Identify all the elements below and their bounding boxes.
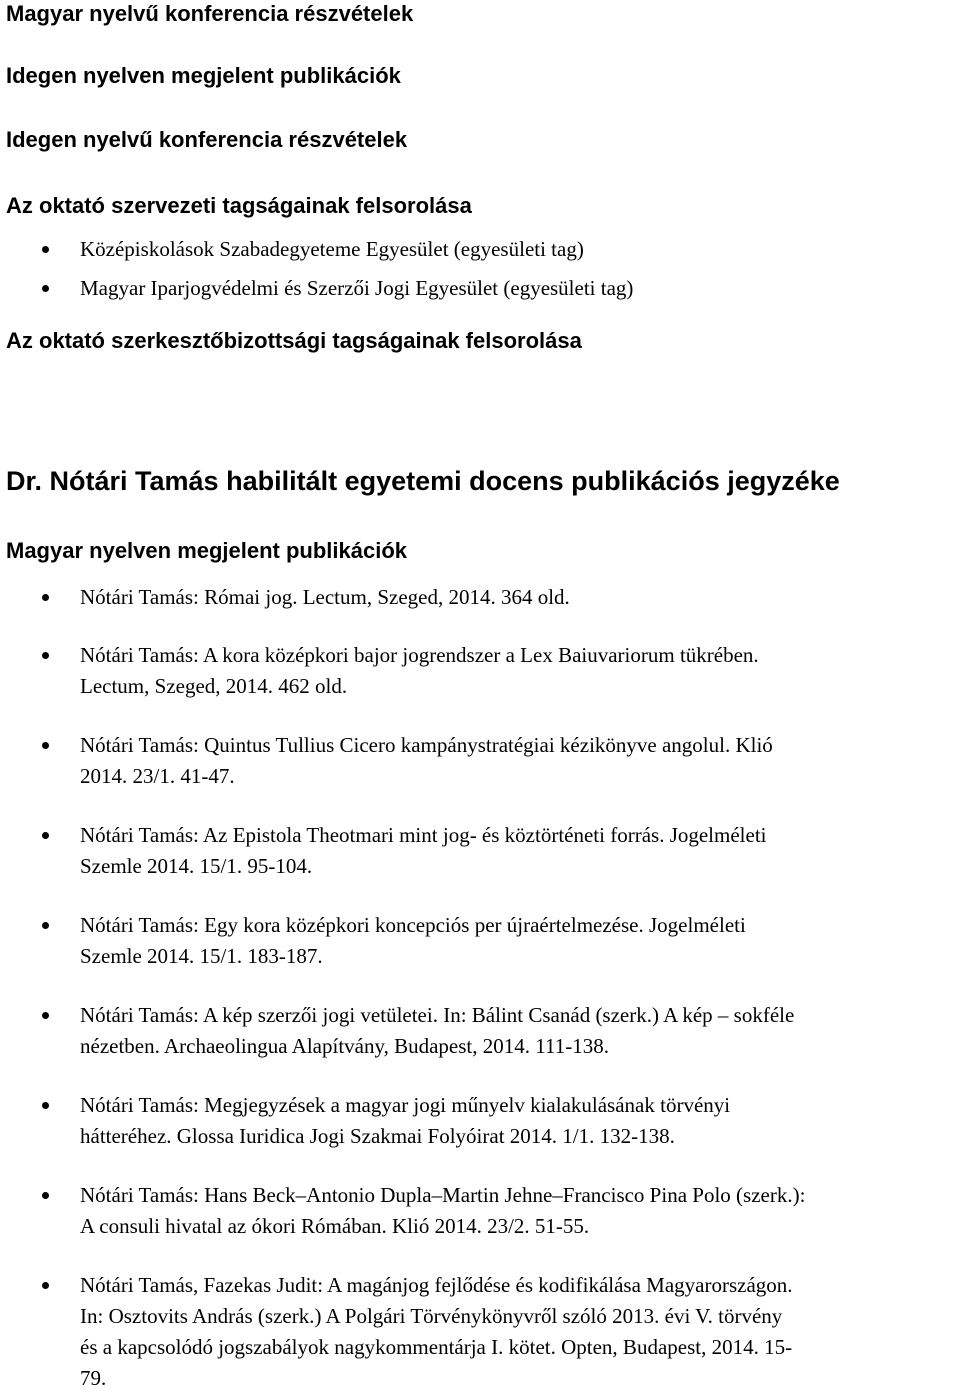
bullet-icon (42, 652, 49, 659)
document-title: Dr. Nótári Tamás habilitált egyetemi docens publikációs jegyzéke (6, 466, 840, 496)
publication-item (80, 820, 958, 882)
bullet-icon (42, 594, 49, 601)
publication-text: Nótári Tamás, Fazekas Judit: A magánjog fejlődése és kodifikálása Magyarországon. In: Osztovits András (szerk.) A Polgári Törvénykönyvről szóló 2013. évi V. törvény és a kapcsolódó jogszabályok nagykommentárja I. kötet. Opten, Budapest, 2014. 15- 79. (80, 1273, 793, 1390)
publication-text: Nótári Tamás: Megjegyzések a magyar jogi műnyelv kialakulásának törvényi hátteréhez. Glossa Iuridica Jogi Szakmai Folyóirat 2014. 1/1. 132-138. (80, 1093, 731, 1148)
section-heading-memberships: Az oktató szervezeti tagságainak felsorolása (6, 193, 472, 218)
publication-item (80, 582, 958, 613)
publication-text: Nótári Tamás: Hans Beck–Antonio Dupla–Martin Jehne–Francisco Pina Polo (szerk.): A consuli hivatal az ókori Rómában. Klió 2014. 23/2. 51-55. (80, 1183, 806, 1238)
bullet-icon (42, 1102, 49, 1109)
membership-item (80, 273, 958, 304)
bullet-icon (42, 922, 49, 929)
bullet-icon (42, 832, 49, 839)
publication-item (80, 640, 958, 702)
publication-text: Nótári Tamás: Az Epistola Theotmari mint jog- és köztörténeti forrás. Jogelméleti Szemle 2014. 15/1. 95-104. (80, 823, 767, 878)
publication-text: Nótári Tamás: Római jog. Lectum, Szeged, 2014. 364 old. (80, 585, 570, 609)
membership-item (80, 234, 958, 265)
publication-item (80, 1000, 958, 1062)
bullet-icon (42, 1012, 49, 1019)
section-heading-foreign-publications: Idegen nyelven megjelent publikációk (6, 63, 401, 88)
bullet-icon (42, 1192, 49, 1199)
publication-item (80, 1270, 958, 1394)
publication-item (80, 1090, 958, 1152)
section-heading-hungarian-conferences: Magyar nyelvű konferencia részvételek (6, 1, 414, 26)
publication-text: Nótári Tamás: A kora középkori bajor jogrendszer a Lex Baiuvariorum tükrében. Lectum, Szeged, 2014. 462 old. (80, 643, 759, 698)
section-heading-editorial-boards: Az oktató szerkesztőbizottsági tagságainak felsorolása (6, 328, 582, 353)
publication-item (80, 910, 958, 972)
publication-text: Nótári Tamás: Egy kora középkori koncepciós per újraértelmezése. Jogelméleti Szemle 2014. 15/1. 183-187. (80, 913, 746, 968)
publication-text: Nótári Tamás: A kép szerzői jogi vetületei. In: Bálint Csanád (szerk.) A kép – sokféle nézetben. Archaeolingua Alapítvány, Budapest, 2014. 111-138. (80, 1003, 795, 1058)
membership-text: Magyar Iparjogvédelmi és Szerzői Jogi Egyesület (egyesületi tag) (80, 276, 634, 300)
bullet-icon (42, 742, 49, 749)
publication-item (80, 730, 958, 792)
section-heading-foreign-conferences: Idegen nyelvű konferencia részvételek (6, 127, 408, 152)
bullet-icon (42, 246, 49, 253)
section-heading-hungarian-publications: Magyar nyelven megjelent publikációk (6, 538, 408, 563)
membership-text: Középiskolások Szabadegyeteme Egyesület (egyesületi tag) (80, 237, 584, 261)
bullet-icon (42, 285, 49, 292)
bullet-icon (42, 1282, 49, 1289)
publication-text: Nótári Tamás: Quintus Tullius Cicero kampánystratégiai kézikönyve angolul. Klió 2014. 23/1. 41-47. (80, 733, 773, 788)
publication-item (80, 1180, 958, 1242)
